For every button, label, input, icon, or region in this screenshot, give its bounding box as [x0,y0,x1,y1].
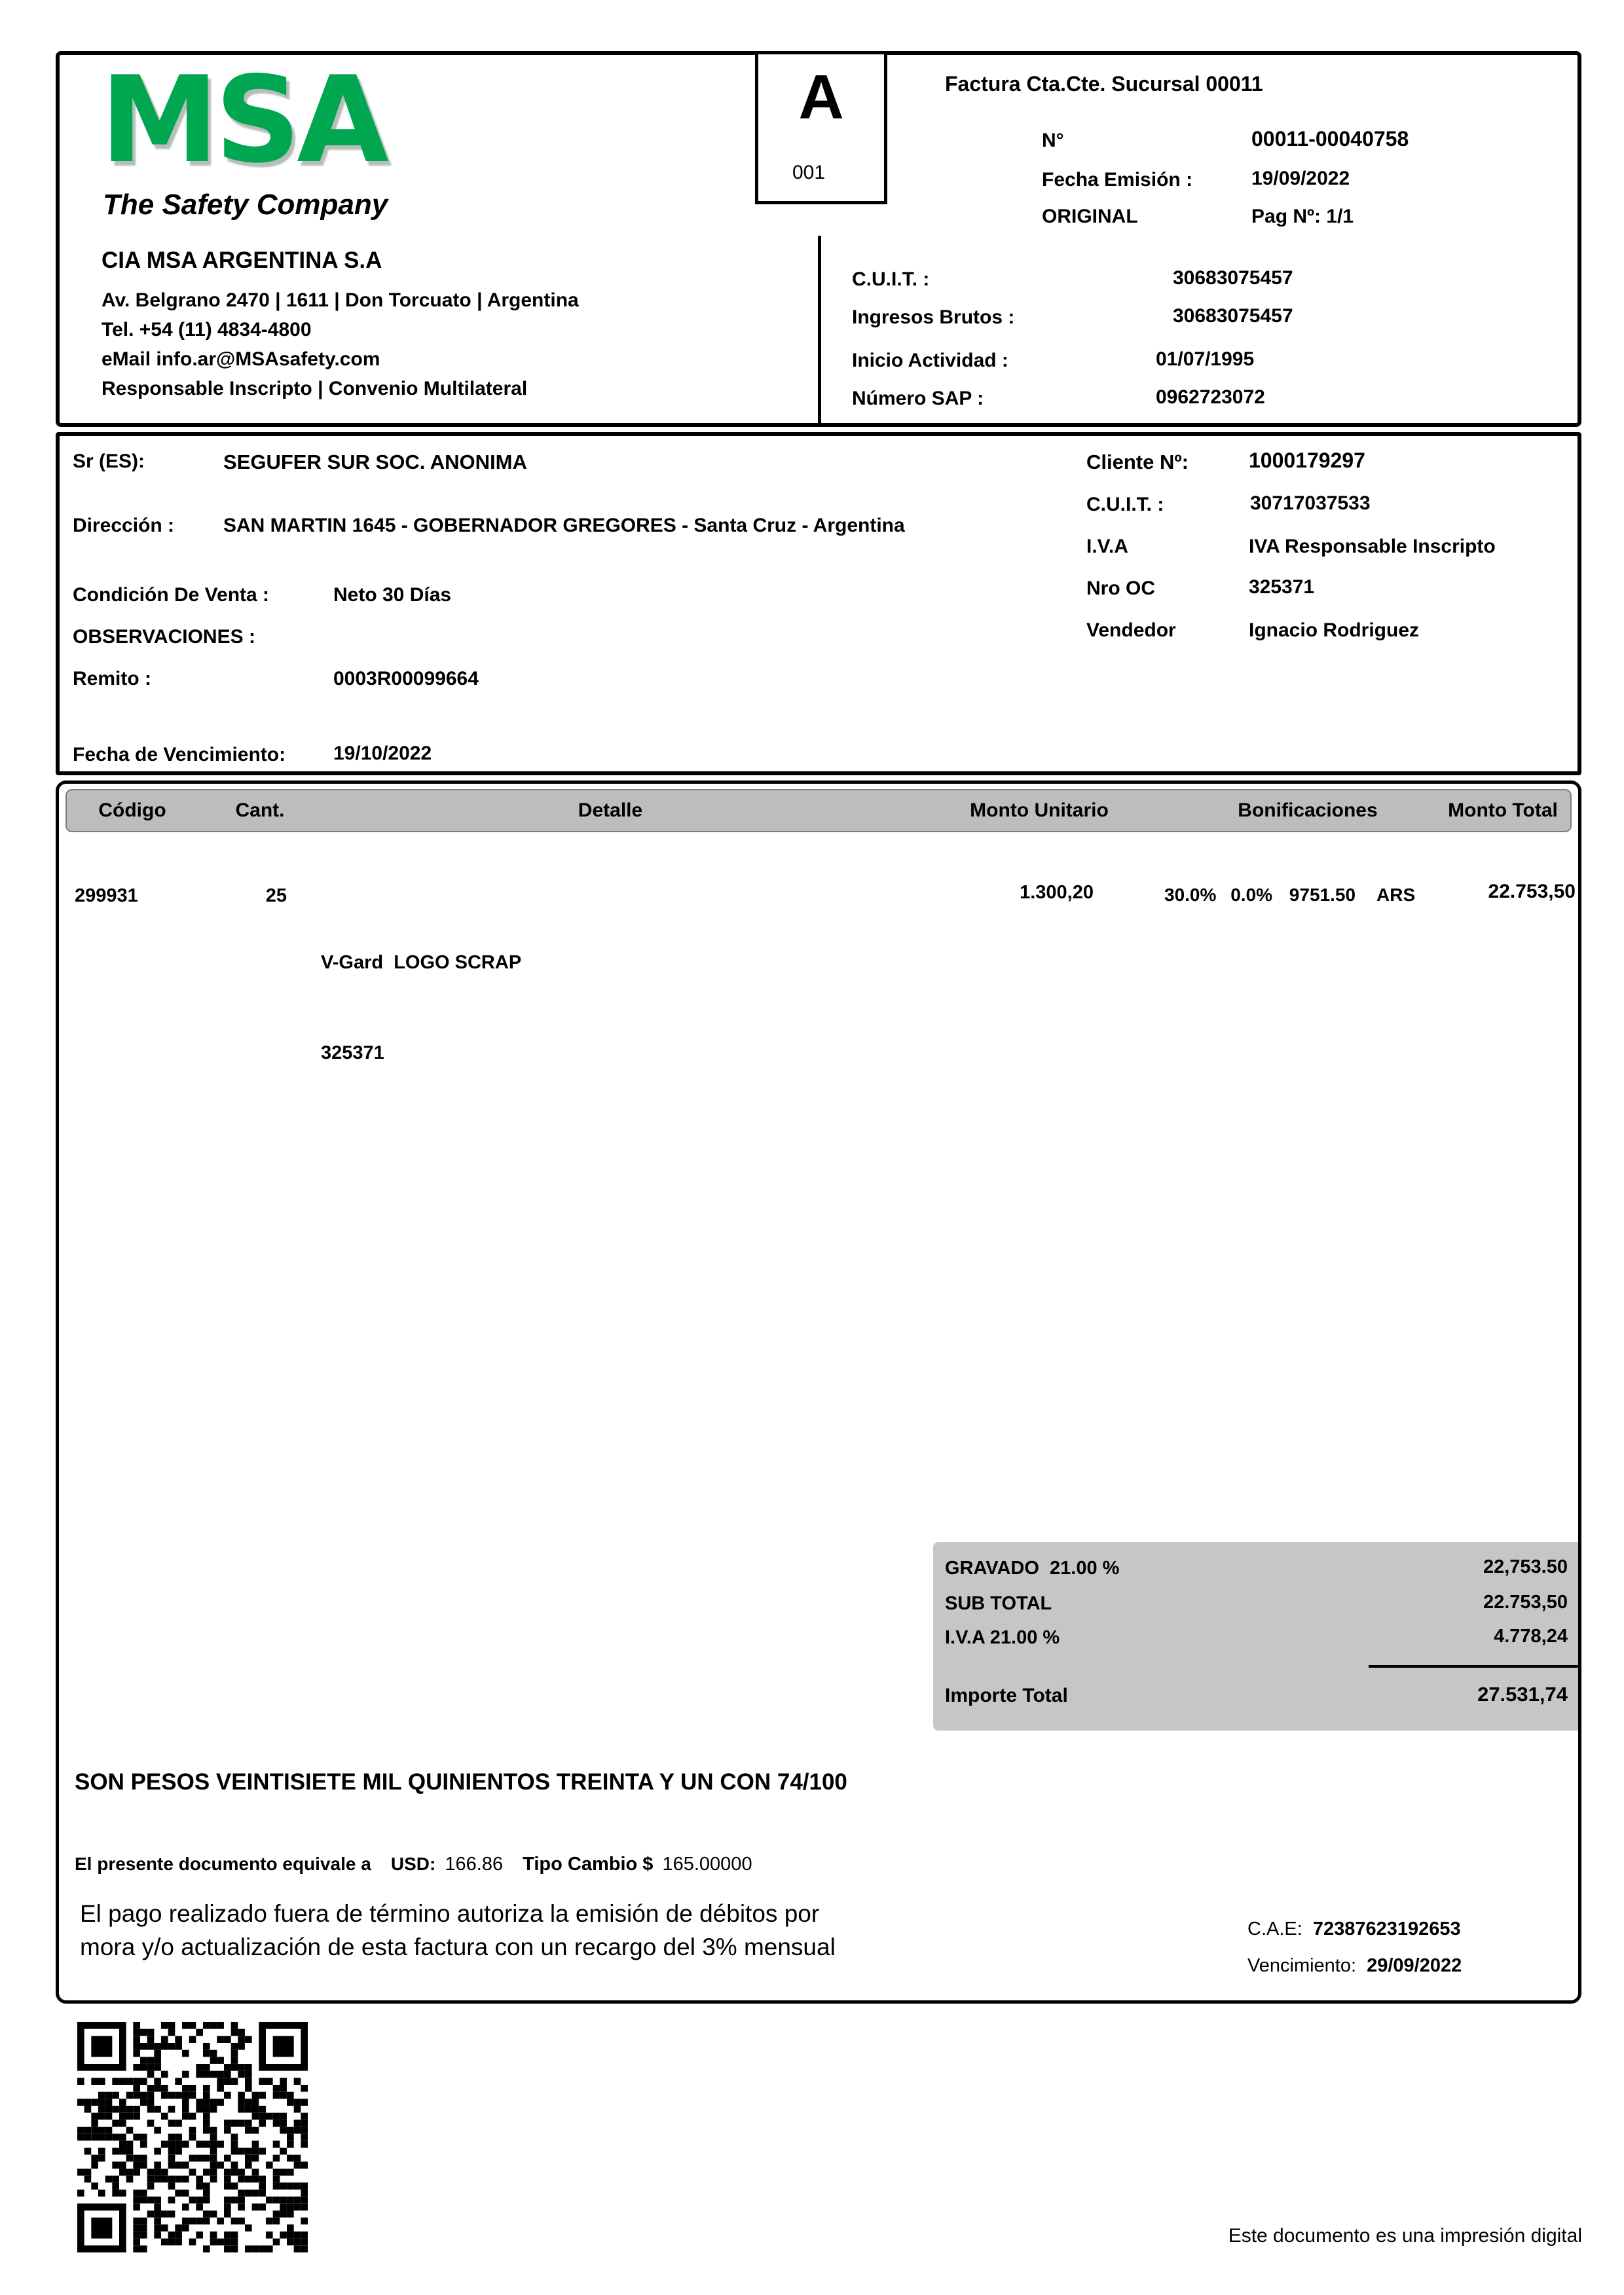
inicio-actividad-label: Inicio Actividad : [852,350,1008,371]
subtotal-value: 22.753,50 [1483,1592,1568,1613]
item-monto-total: 22.753,50 [1488,881,1576,902]
gravado-label: GRAVADO 21.00 % [945,1558,1120,1579]
salesperson-label: Vendedor [1086,619,1176,641]
ingresos-brutos-value: 30683075457 [1173,305,1293,327]
client-name: SEGUFER SUR SOC. ANONIMA [223,450,527,473]
client-address-label: Dirección : [73,515,175,536]
ingresos-brutos-label: Ingresos Brutos : [852,306,1015,328]
purchase-order-label: Nro OC [1086,578,1155,599]
company-email: eMail info.ar@MSAsafety.com [101,348,380,370]
item-bonificaciones [1164,885,1356,906]
client-address-value: SAN MARTIN 1645 - GOBERNADOR GREGORES - Santa Cruz - Argentina [223,515,905,536]
due-date-value: 19/10/2022 [333,743,432,764]
company-cuit-value: 30683075457 [1173,267,1293,289]
client-sr-label: Sr (ES): [73,450,145,472]
tipo-cambio-value: 165.00000 [662,1854,752,1875]
msa-logo-tagline: The Safety Company [103,189,388,221]
col-header-monto-total: Monto Total [1448,799,1558,821]
company-info-block [101,285,579,403]
purchase-order-value: 325371 [1249,576,1315,598]
col-header-cantidad: Cant. [235,799,285,821]
qr-code [77,2022,308,2252]
issue-date-label: Fecha Emisión : [1042,169,1193,191]
payment-terms-note [80,1897,836,1964]
company-phone: Tel. +54 (11) 4834-4800 [101,319,312,340]
item-detalle-line2: 325371 [321,1042,384,1063]
totals-box [933,1542,1578,1731]
importe-total-value: 27.531,74 [1477,1683,1568,1706]
client-number-value: 1000179297 [1249,449,1365,472]
cae-vencimiento-line [1247,1955,1462,1977]
cae-vencimiento-label: Vencimiento: [1247,1955,1357,1976]
payment-terms-line1: El pago realizado fuera de término autoriza la emisión de débitos por [80,1900,820,1927]
usd-value: 166.86 [445,1854,504,1875]
msa-logo: MSA [100,50,386,189]
usd-equivalence-line [75,1854,752,1875]
client-iva-value: IVA Responsable Inscripto [1249,536,1496,557]
company-cuit-label: C.U.I.T. : [852,268,930,290]
importe-total-label: Importe Total [945,1685,1068,1706]
cae-value: 72387623192653 [1312,1919,1461,1939]
client-iva-label: I.V.A [1086,536,1128,557]
col-header-monto-unitario: Monto Unitario [970,799,1109,821]
issue-date-value: 19/09/2022 [1251,168,1350,189]
client-cuit-label: C.U.I.T. : [1086,494,1164,515]
sale-condition-label: Condición De Venta : [73,584,270,606]
remito-value: 0003R00099664 [333,668,479,689]
client-section [56,432,1581,775]
salesperson-value: Ignacio Rodriguez [1249,619,1420,641]
numero-sap-value: 0962723072 [1156,386,1265,408]
client-cuit-value: 30717037533 [1250,492,1371,514]
invoice-letter-code: 001 [792,162,826,183]
digital-print-note: Este documento es una impresión digital [1228,2225,1582,2247]
gravado-value: 22,753.50 [1483,1556,1568,1577]
observations-label: OBSERVACIONES : [73,626,255,648]
item-cantidad: 25 [265,885,287,906]
tipo-cambio-label: Tipo Cambio $ [523,1854,654,1875]
original-label: ORIGINAL [1042,206,1138,227]
col-header-bonificaciones: Bonificaciones [1238,799,1378,821]
cae-line [1247,1919,1461,1940]
due-date-label: Fecha de Vencimiento: [73,744,286,765]
item-detalle-line1: V-Gard LOGO SCRAP [321,952,522,973]
item-bonif-pct1: 30.0% [1164,885,1217,905]
usd-equivalence-label: El presente documento equivale a [75,1854,371,1874]
col-header-codigo: Código [98,799,166,821]
company-address: Av. Belgrano 2470 | 1611 | Don Torcuato | Argentina [101,289,579,311]
totals-separator-line [1369,1665,1578,1668]
payment-terms-line2: mora y/o actualización de esta factura con un recargo del 3% mensual [80,1934,836,1960]
item-bonif-monto: 9751.50 [1289,885,1356,905]
item-codigo: 299931 [75,885,138,906]
item-detalle [321,887,521,1128]
company-name: CIA MSA ARGENTINA S.A [101,248,382,273]
amount-in-words: SON PESOS VEINTISIETE MIL QUINIENTOS TREINTA Y UN CON 74/100 [75,1769,847,1795]
invoice-type-title: Factura Cta.Cte. Sucursal 00011 [945,72,1263,96]
numero-sap-label: Número SAP : [852,388,984,409]
usd-label: USD: [390,1854,436,1874]
remito-label: Remito : [73,668,151,689]
inicio-actividad-value: 01/07/1995 [1156,348,1255,370]
company-tax-status: Responsable Inscripto | Convenio Multilateral [101,378,528,399]
sale-condition-value: Neto 30 Días [333,584,452,606]
page-number-label: Pag Nº: 1/1 [1251,206,1354,227]
cae-vencimiento-value: 29/09/2022 [1367,1955,1462,1976]
header-vertical-divider [818,236,821,423]
items-section [56,780,1581,2004]
item-bonif-pct2: 0.0% [1230,885,1273,905]
items-table-header [65,789,1572,832]
iva-value: 4.778,24 [1494,1626,1568,1647]
client-number-label: Cliente Nº: [1086,450,1189,473]
item-moneda: ARS [1376,885,1416,905]
cae-label: C.A.E: [1247,1919,1302,1939]
invoice-number-label: N° [1042,130,1064,151]
invoice-letter-box [755,51,887,204]
col-header-detalle: Detalle [578,799,643,821]
subtotal-label: SUB TOTAL [945,1593,1052,1614]
invoice-number-value: 00011-00040758 [1251,127,1409,151]
invoice-letter: A [798,62,844,132]
item-monto-unitario: 1.300,20 [1020,882,1094,903]
header-section [56,51,1581,427]
iva-label: I.V.A 21.00 % [945,1627,1060,1648]
